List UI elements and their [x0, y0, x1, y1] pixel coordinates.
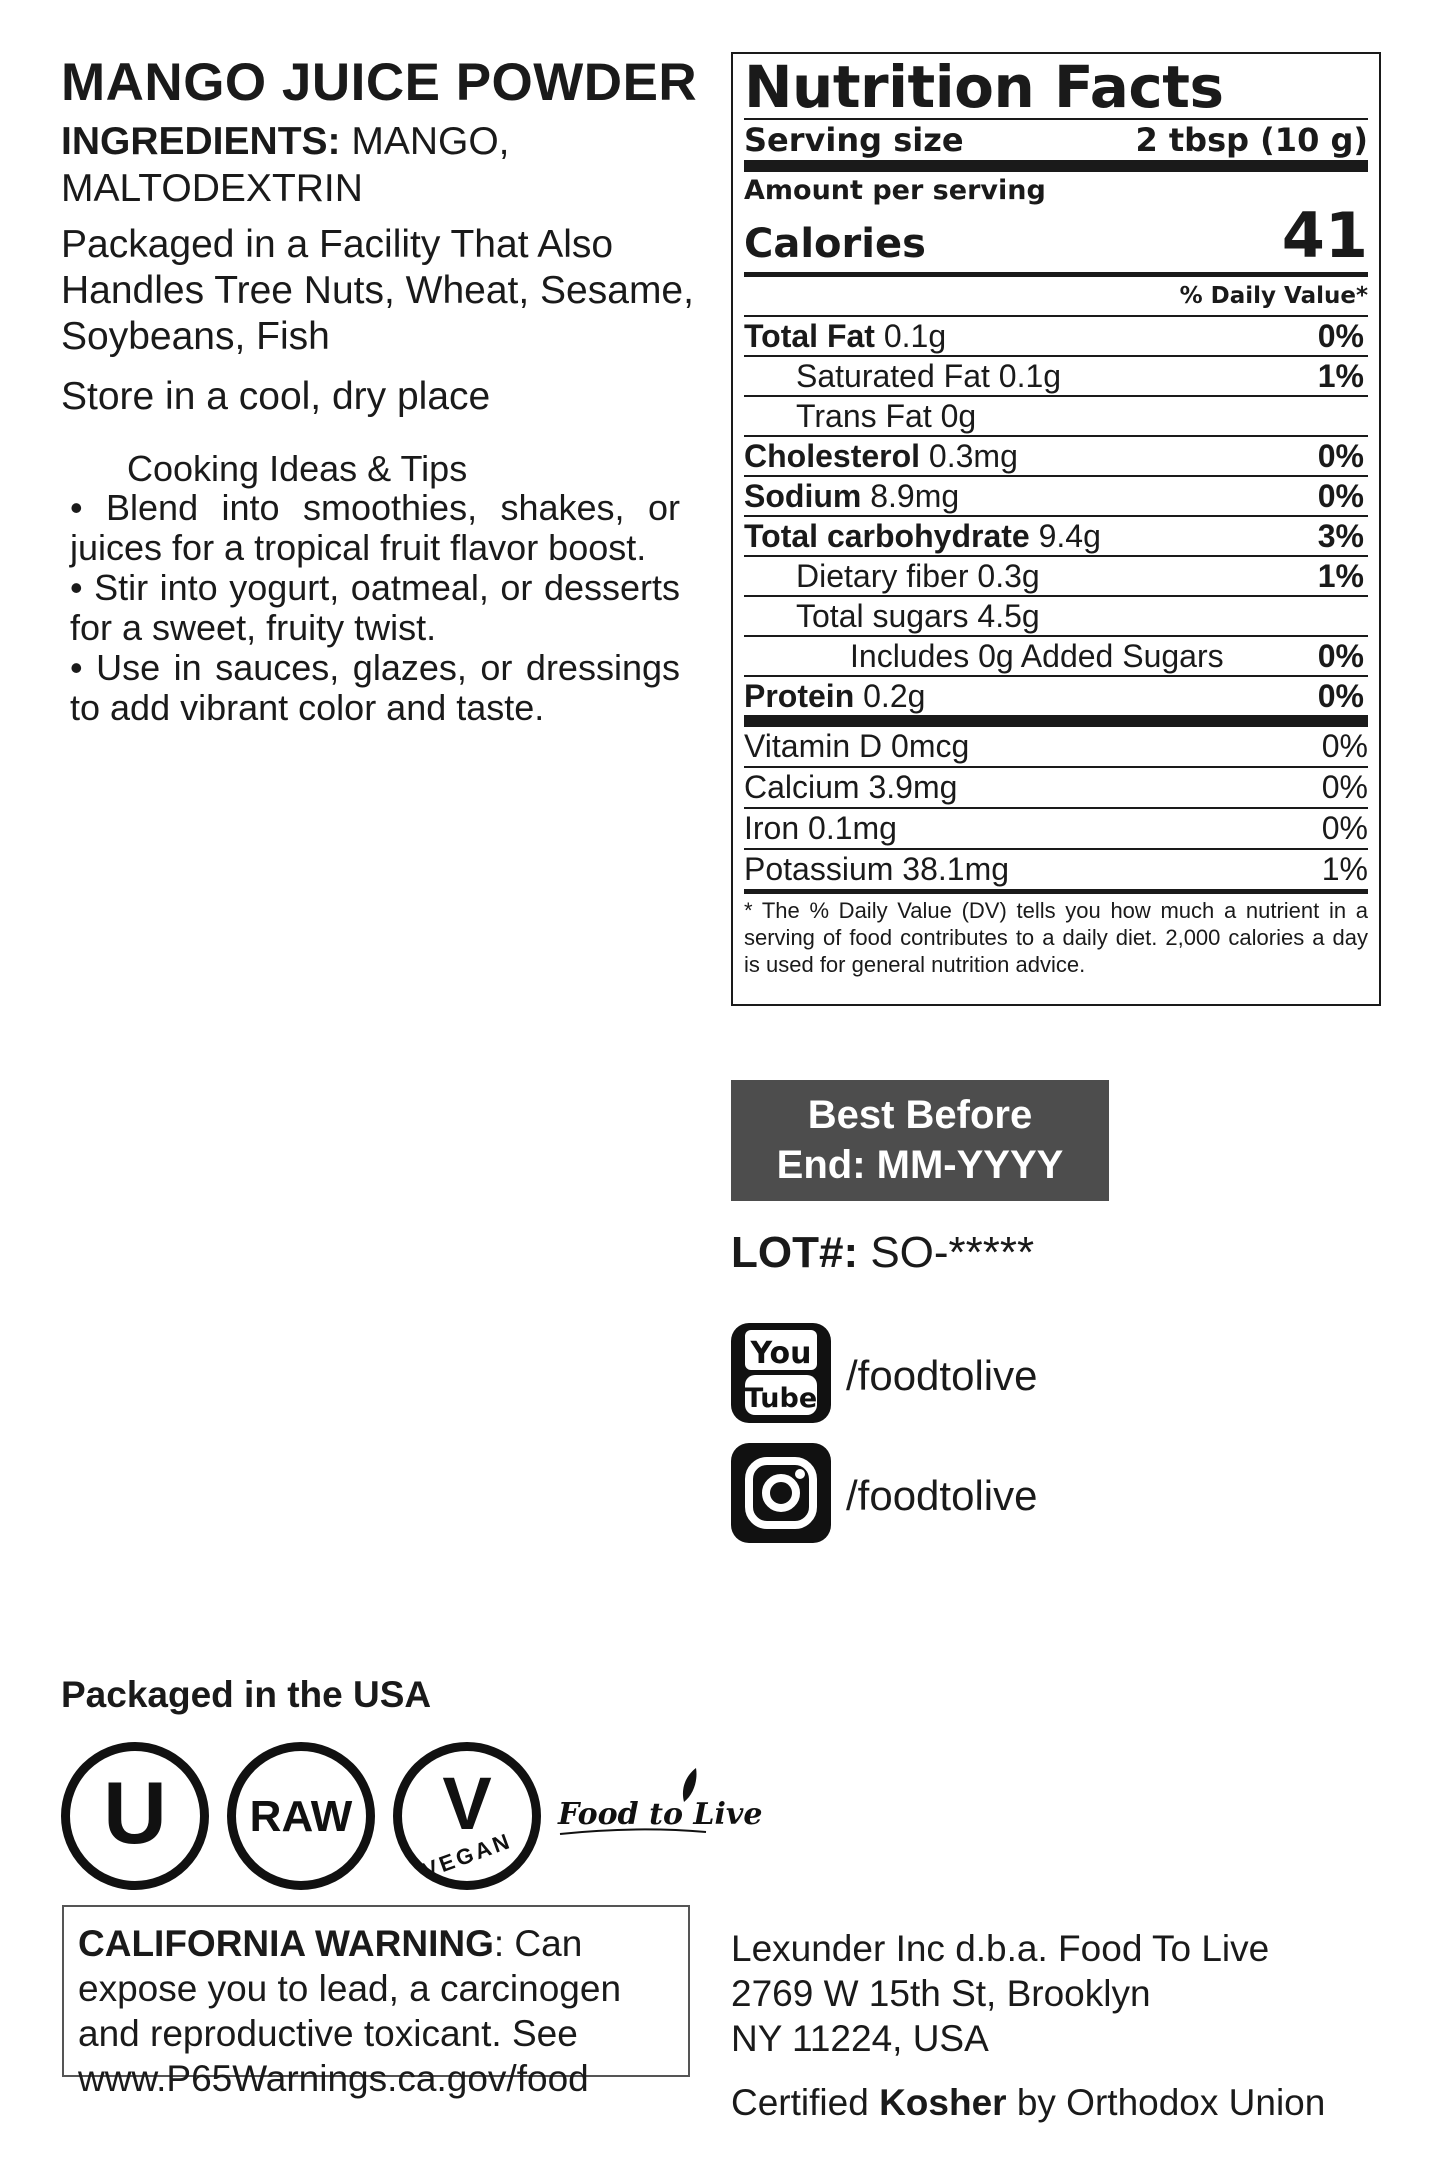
nutrient-dv: 3%	[1317, 518, 1364, 554]
vitamin-row-iron: Iron 0.1mg 0%	[744, 807, 1368, 848]
vitamin-row-calcium: Calcium 3.9mg 0%	[744, 766, 1368, 807]
best-before-box	[731, 1080, 1109, 1201]
vitamin-row-potassium: Potassium 38.1mg 1%	[744, 848, 1368, 889]
calories-label: Calories	[744, 221, 926, 267]
company-address	[731, 1926, 1269, 2061]
warning-label: CALIFORNIA WARNING	[78, 1923, 494, 1964]
company-street: 2769 W 15th St, Brooklyn	[731, 1973, 1151, 2014]
tips-heading: Cooking Ideas & Tips	[127, 448, 468, 489]
nutrient-dv: 0%	[1317, 438, 1364, 474]
nutrient-dv: 0%	[1317, 638, 1364, 674]
lot-number	[731, 1228, 1034, 1278]
svg-text:RAW: RAW	[249, 1792, 353, 1841]
nutrition-facts-panel	[731, 52, 1381, 1006]
tip-item: • Blend into smoothies, shakes, or juices for a tropical fruit flavor boost.	[70, 487, 680, 568]
company-city: NY 11224, USA	[731, 2018, 989, 2059]
dv-footnote: * The % Daily Value (DV) tells you how much a nutrient in a serving of food contributes to a daily diet. 2,000 calories a day is used for general nutrition advice.	[744, 898, 1368, 977]
nutrient-row-cholesterol: Cholesterol 0.3mg 0%	[744, 435, 1368, 475]
kosher-ou-badge	[61, 1742, 209, 1890]
tip-item: • Stir into yogurt, oatmeal, or desserts for a sweet, fruity twist.	[70, 567, 680, 648]
nutrient-row-dietary-fiber: Dietary fiber 0.3g 1%	[744, 555, 1368, 595]
svg-text:Tube: Tube	[744, 1383, 818, 1414]
ingredients-label: INGREDIENTS:	[61, 120, 341, 163]
vegan-badge	[393, 1742, 541, 1890]
nutrient-dv: 1%	[1317, 358, 1364, 394]
product-title: MANGO JUICE POWDER	[61, 53, 698, 112]
calories-value: 41	[1281, 199, 1368, 272]
tips-list	[70, 488, 680, 728]
lot-label: LOT#:	[731, 1228, 859, 1277]
svg-text:U: U	[103, 1763, 167, 1862]
ingredients	[61, 118, 701, 212]
svg-text:VEGAN: VEGAN	[419, 1827, 516, 1884]
nutrition-title: Nutrition Facts	[744, 53, 1224, 121]
best-before-line2: End: MM-YYYY	[776, 1143, 1064, 1187]
youtube-icon[interactable]	[731, 1323, 831, 1423]
tip-item: • Use in sauces, glazes, or dressings to add vibrant color and taste.	[70, 647, 680, 728]
nutrient-row-total-sugars: Total sugars 4.5g	[744, 595, 1368, 635]
amount-per-serving: Amount per serving	[744, 175, 1046, 206]
nutrient-row-total-fat: Total Fat 0.1g 0%	[744, 315, 1368, 355]
food-to-live-logo	[556, 1762, 763, 1852]
nutrient-row-added-sugars: Includes 0g Added Sugars 0%	[744, 635, 1368, 675]
allergen-note: Packaged in a Facility That Also Handles Tree Nuts, Wheat, Sesame, Soybeans, Fish	[61, 223, 694, 358]
nutrient-row-total-carbohydrate: Total carbohydrate 9.4g 3%	[744, 515, 1368, 555]
lot-value: SO-*****	[858, 1228, 1035, 1277]
nutrient-dv: 0%	[1317, 318, 1364, 354]
nutrient-row-protein: Protein 0.2g 0%	[744, 675, 1368, 715]
nutrient-row-sodium: Sodium 8.9mg 0%	[744, 475, 1368, 515]
warning-text: : Can expose you to lead, a carcinogen and reproductive toxicant. See www.P65Warnings.ca.gov/food	[78, 1923, 622, 2099]
california-warning	[62, 1905, 690, 2099]
svg-text:V: V	[442, 1762, 492, 1845]
instagram-handle[interactable]: /foodtolive	[846, 1472, 1038, 1519]
raw-badge	[227, 1742, 375, 1890]
ingredients-text: MANGO, MALTODEXTRIN	[61, 120, 510, 210]
nutrient-dv: 1%	[1317, 558, 1364, 594]
nutrient-dv: 0%	[1317, 478, 1364, 514]
nutrient-dv: 0%	[1317, 678, 1364, 714]
packaged-in-usa: Packaged in the USA	[61, 1674, 432, 1715]
serving-label: Serving size	[744, 121, 964, 159]
nutrient-row-trans-fat: Trans Fat 0g	[744, 395, 1368, 435]
svg-text:You: You	[750, 1336, 812, 1371]
company-name: Lexunder Inc d.b.a. Food To Live	[731, 1928, 1270, 1969]
svg-text:Food to Live: Food to Live	[558, 1797, 763, 1832]
daily-value-header: % Daily Value*	[1179, 283, 1368, 309]
nutrient-row-saturated-fat: Saturated Fat 0.1g 1%	[744, 355, 1368, 395]
serving-size-row	[744, 120, 1368, 160]
instagram-icon[interactable]	[731, 1443, 831, 1543]
serving-value: 2 tbsp (10 g)	[1135, 121, 1368, 159]
youtube-handle[interactable]: /foodtolive	[846, 1352, 1038, 1399]
storage-note: Store in a cool, dry place	[61, 375, 491, 418]
calories-row	[744, 199, 1368, 272]
vitamin-row-d: Vitamin D 0mcg 0%	[744, 728, 1368, 764]
kosher-certification: Certified Kosher by Orthodox Union	[731, 2082, 1326, 2123]
best-before-line1: Best Before	[807, 1093, 1033, 1137]
